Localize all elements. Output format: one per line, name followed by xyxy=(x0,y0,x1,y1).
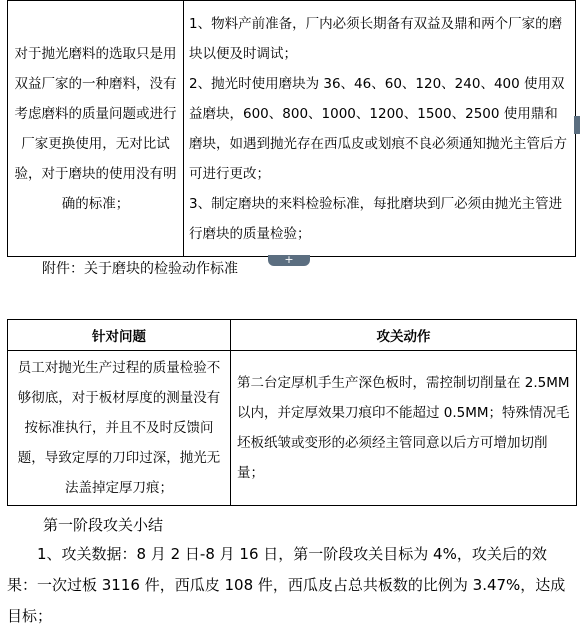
problem-cell: 员工对抛光生产过程的质量检验不够彻底，对于板材厚度的测量没有按标准执行，并且不及时反馈问题，导致定厚的刀印过深，抛光无法盖掉定厚刀痕； xyxy=(8,351,231,506)
problem-cell: 对于抛光磨料的选取只是用双益厂家的一种磨料，没有考虑磨料的质量问题或进行厂家更换使用，无对比试验，对于磨块的使用没有明确的标准； xyxy=(8,1,184,257)
action-item-1: 1、物料产前准备，厂内必须长期备有双益及鼎和两个厂家的磨块以便及时调试； xyxy=(189,15,563,62)
summary-paragraph: 1、攻关数据：8 月 2 日-8 月 16 日，第一阶段攻关目标为 4%，攻关后的效果：一次过板 3116 件，西瓜皮 108 件，西瓜皮占总共板数的比例为 3.47%，达成目标； xyxy=(7,545,566,625)
table-header-row xyxy=(8,320,577,351)
scrollbar-marker[interactable] xyxy=(574,116,580,134)
header-action: 攻关动作 xyxy=(231,320,577,351)
table-add-row-handle[interactable] xyxy=(268,255,310,266)
action-item-2: 2、抛光时使用磨块为 36、46、60、120、240、400 使用双益磨块，600、800、1000、1200、1500、2500 使用鼎和磨块，如遇到抛光存在西瓜皮或划痕不良必须通知抛光主管后方可进行更改； xyxy=(189,75,567,182)
table-row xyxy=(8,1,576,257)
action-cell: 第二台定厚机手生产深色板时，需控制切削量在 2.5MM 以内，并定厚效果刀痕印不能超过 0.5MM；特殊情况毛坯板纸皱或变形的必须经主管同意以后方可增加切削量； xyxy=(231,351,577,506)
countermeasure-table-top xyxy=(7,0,576,257)
header-problem: 针对问题 xyxy=(8,320,231,351)
attachment-note: 附件：关于磨块的检验动作标准 xyxy=(42,261,238,277)
action-item-3: 3、制定磨块的来料检验标准，每批磨块到厂必须由抛光主管进行磨块的质量检验； xyxy=(189,195,563,242)
action-cell xyxy=(184,1,576,257)
countermeasure-table-bottom xyxy=(7,319,577,506)
section-heading: 第一阶段攻关小结 xyxy=(43,516,164,534)
plus-icon: + xyxy=(284,253,294,266)
table-row xyxy=(8,351,577,506)
